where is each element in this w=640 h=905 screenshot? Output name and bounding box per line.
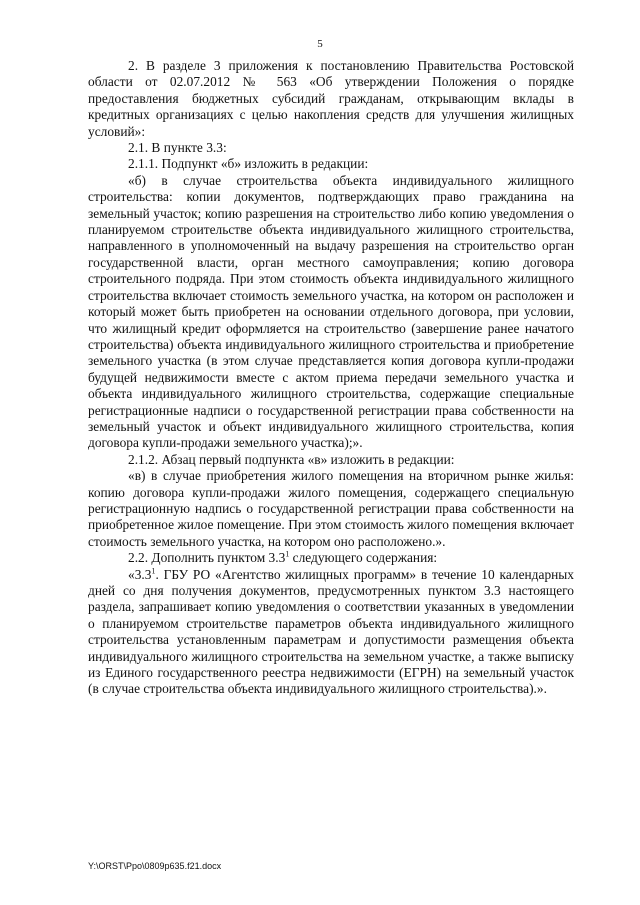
page-number: 5: [317, 38, 323, 50]
paragraph-subpoint-b-text: «б) в случае строительства объекта индивидуального жилищного строительства: копии документов, подтверждающих право гражданина на земельный участок; копию разрешения на строительство либо копию уведомления о планируемом строительстве объекта индивидуального жилищного строительства, направленного в уполномоченный на выдачу разрешения на строительство орган государственной власти, орган местного самоуправления; копию договора строительного подряда. При этом стоимость объекта индивидуального жилищного строительства включает стоимость земельного участка, на котором он расположен и который может быть приобретен на основании отдельного договора, при условии, что жилищный кредит оформляется на строительство (завершение ранее начатого строительства) объекта индивидуального жилищного строительства и приобретение земельного участка (в этом случае представляется копия договора купли-продажи будущей недвижимости вместе с актом приема передачи земельного участка и объекта индивидуального жилищного строительства, содержащие специальные регистрационные надписи о государственной регистрации права собственности на земельный участок и объект индивидуального жилищного строительства, копия договора купли-продажи земельного участка);».: [88, 172, 574, 451]
superscript: 1: [285, 549, 290, 559]
paragraph-add-point-3-3-1: [88, 550, 574, 566]
paragraph-section-3-intro: 2. В разделе 3 приложения к постановлению Правительства Ростовской области от 02.07.2012 № 563 «Об утверждении Положения о порядке предоставления бюджетных субсидий гражданам, открывающим вклады в кредитных организациях с целью накопления средств для улучшения жилищных условий»:: [88, 58, 574, 139]
paragraph-text: следующего содержания:: [289, 550, 438, 566]
paragraph-text: 2.2. Дополнить пунктом 3.3: [128, 550, 286, 566]
superscript: 1: [151, 566, 156, 576]
paragraph-subpoint-v-text: «в) в случае приобретения жилого помещения на вторичном рынке жилья: копию договора купли-продажи жилого помещения, содержащего специальную регистрационную надпись о государственной регистрации права собственности на приобретенное жилое помещение. При этом стоимость жилого помещения включает стоимость земельного участка, на котором оно расположено.».: [88, 468, 574, 549]
document-body: [88, 58, 574, 698]
paragraph-point-3-3-1-text: [88, 567, 574, 698]
paragraph-subpoint-v-heading: 2.1.2. Абзац первый подпункта «в» изложить в редакции:: [128, 451, 455, 467]
paragraph-text: «3.3: [128, 566, 152, 582]
paragraph-subpoint-b-heading: 2.1.1. Подпункт «б» изложить в редакции:: [128, 156, 369, 172]
footer-file-path: Y:\ORST\Ppo\0809p635.f21.docx: [88, 861, 222, 871]
paragraph-point-3-3: 2.1. В пункте 3.3:: [128, 140, 227, 156]
paragraph-text: . ГБУ РО «Агентство жилищных программ» в течение 10 календарных дней со дня получения документов, предусмотренных пунктом 3.3 настоящего раздела, запрашивает копию уведомления о соответствии указанных в уведомлении о планируемом строительстве параметров объекта индивидуального жилищного строительства установленным параметрам и допустимости размещения объекта индивидуального жилищного строительства на земельном участке, а также выписку из Единого государственного реестра недвижимости (ЕГРН) на земельный участок (в случае строительства объекта индивидуального жилищного строительства).».: [88, 566, 574, 697]
